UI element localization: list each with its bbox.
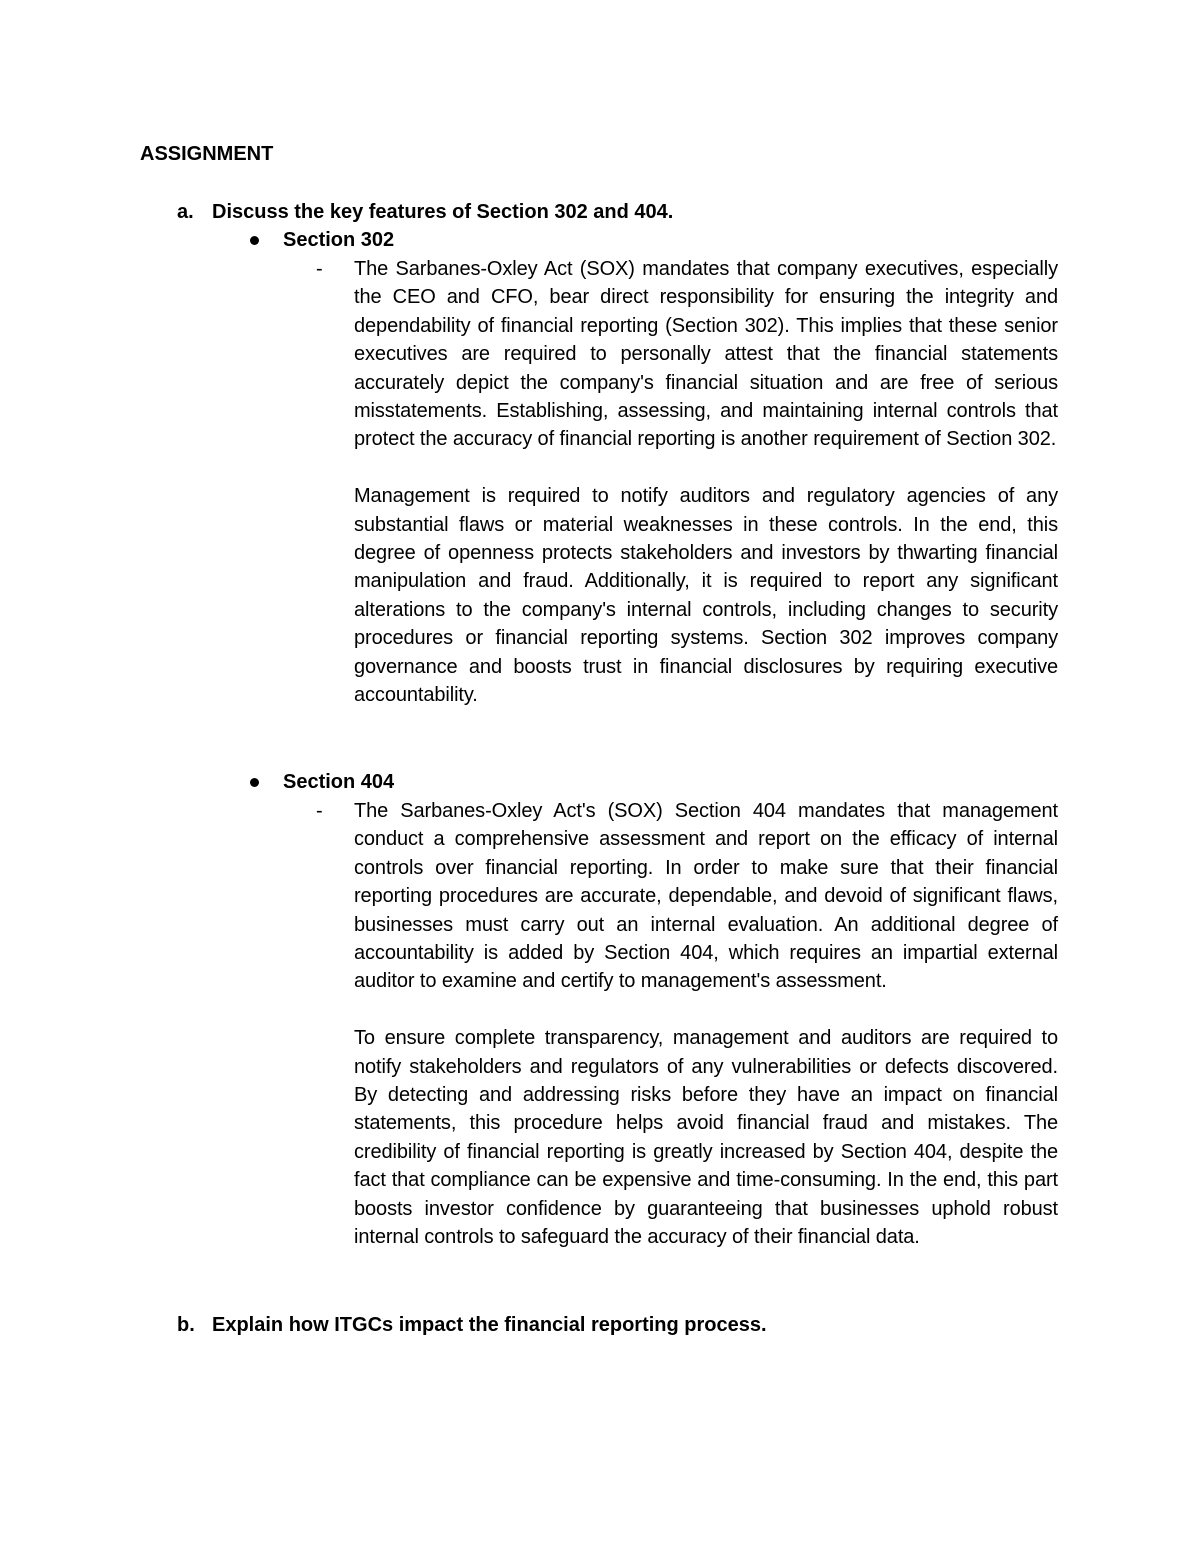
bullet-heading: Section 302 — [283, 229, 395, 251]
question-text: Discuss the key features of Section 302 and 404. — [212, 201, 674, 223]
question-marker: a. — [177, 201, 194, 223]
question-text: Explain how ITGCs impact the financial reporting process. — [212, 1314, 767, 1336]
paragraph: Management is required to notify auditors and regulatory agencies of any substantial flaws or material weaknesses in these controls. In the end, this degree of openness protects stakeholders and investors by thwarting financial manipulation and fraud. Additionally, it is required to report any significant alterations to the company's internal controls, including changes to security procedures or financial reporting systems. Section 302 improves company governance and boosts trust in financial disclosures by requiring executive accountability. — [354, 485, 1058, 707]
document-title: ASSIGNMENT — [140, 143, 274, 165]
question-marker: b. — [177, 1314, 195, 1336]
paragraph: The Sarbanes-Oxley Act's (SOX) Section 404 mandates that management conduct a comprehensive assessment and report on the efficacy of internal controls over financial reporting. In order to make sure that their financial reporting procedures are accurate, dependable, and devoid of significant flaws, businesses must carry out an internal evaluation. An additional degree of accountability is added by Section 404, which requires an impartial external auditor to examine and certify to management's assessment. — [354, 800, 1058, 993]
bullet-icon — [250, 236, 259, 245]
section-404-body — [354, 797, 1058, 1251]
section-302-body — [354, 255, 1058, 709]
paragraph: The Sarbanes-Oxley Act (SOX) mandates that company executives, especially the CEO and CFO, bear direct responsibility for ensuring the integrity and dependability of financial reporting (Section 302). This implies that these senior executives are required to personally attest that the financial statements accurately depict the company's financial situation and are free of serious misstatements. Establishing, assessing, and maintaining internal controls that protect the accuracy of financial reporting is another requirement of Section 302. — [354, 258, 1058, 451]
paragraph: To ensure complete transparency, management and auditors are required to notify stakeholders and regulators of any vulnerabilities or defects discovered. By detecting and addressing risks before they have an impact on financial statements, this procedure helps avoid financial fraud and mistakes. The credibility of financial reporting is greatly increased by Section 404, despite the fact that compliance can be expensive and time-consuming. In the end, this part boosts investor confidence by guaranteeing that businesses uphold robust internal controls to safeguard the accuracy of their financial data. — [354, 1027, 1058, 1249]
bullet-heading: Section 404 — [283, 771, 395, 793]
dash-marker: - — [316, 258, 323, 280]
dash-marker: - — [316, 800, 323, 822]
bullet-icon — [250, 778, 259, 787]
